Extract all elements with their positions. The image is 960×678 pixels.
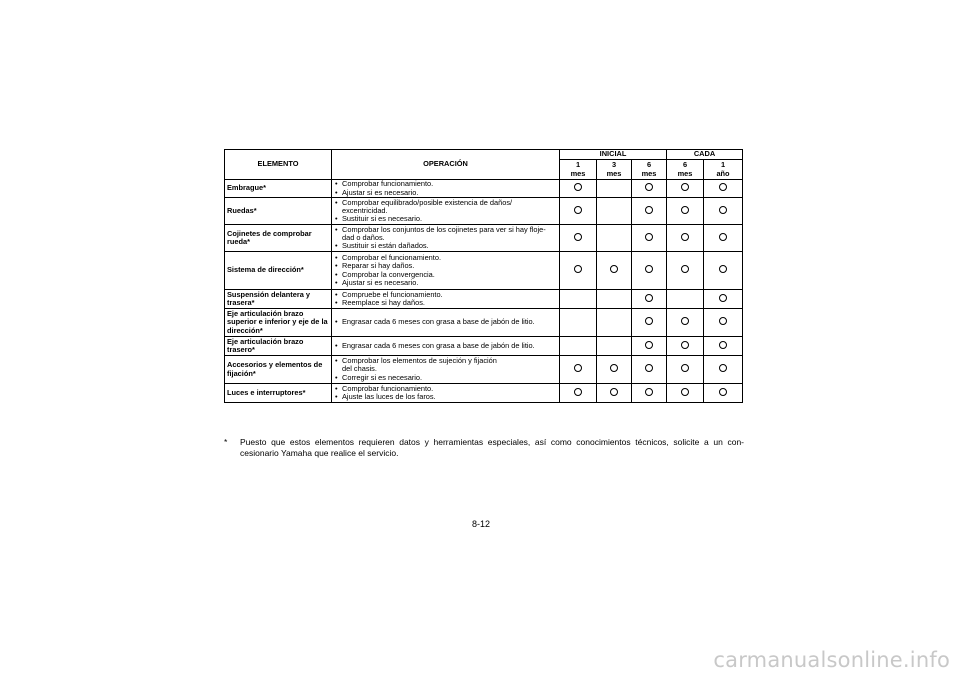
header-element: ELEMENTO [225, 150, 332, 180]
operation-item: • Comprobar los elementos de sujeción y fijación [334, 357, 557, 365]
operation-item: • Corregir si es necesario. [334, 374, 557, 382]
check-circle-icon [719, 341, 727, 349]
period-number: 1 [720, 160, 726, 170]
operation-item: • Reemplace si hay daños. [334, 299, 557, 307]
check-circle-icon [574, 364, 582, 372]
interval-cell [704, 384, 743, 403]
interval-cell [632, 198, 667, 225]
operation-item: • Engrasar cada 6 meses con grasa a base de jabón de litio. [334, 342, 557, 350]
check-circle-icon [719, 183, 727, 191]
interval-cell [704, 356, 743, 384]
check-circle-icon [681, 183, 689, 191]
check-circle-icon [681, 265, 689, 273]
header-period [704, 160, 743, 180]
interval-cell [667, 198, 704, 225]
header-operation: OPERACIÓN [332, 150, 560, 180]
interval-cell [704, 337, 743, 356]
interval-cell [597, 290, 632, 309]
header-initial: INICIAL [560, 150, 667, 160]
check-circle-icon [645, 265, 653, 273]
table-row [225, 384, 743, 403]
check-circle-icon [719, 206, 727, 214]
check-circle-icon [681, 206, 689, 214]
operation-cell [332, 309, 560, 337]
interval-cell [560, 225, 597, 252]
element-name: Ruedas* [225, 198, 332, 225]
interval-cell [597, 198, 632, 225]
interval-cell [667, 290, 704, 309]
table-row [225, 225, 743, 252]
element-name: Cojinetes de comprobar rueda* [225, 225, 332, 252]
check-circle-icon [574, 183, 582, 191]
interval-cell [632, 290, 667, 309]
check-circle-icon [719, 233, 727, 241]
operation-item: • Engrasar cada 6 meses con grasa a base de jabón de litio. [334, 318, 557, 326]
interval-cell [632, 384, 667, 403]
operation-item: • Comprobar el funcionamiento. [334, 254, 557, 262]
element-name: Luces e interruptores* [225, 384, 332, 403]
check-circle-icon [719, 364, 727, 372]
check-circle-icon [681, 317, 689, 325]
interval-cell [704, 225, 743, 252]
interval-cell [597, 180, 632, 198]
check-circle-icon [610, 265, 618, 273]
period-number: 1 [575, 160, 581, 170]
check-circle-icon [681, 388, 689, 396]
check-circle-icon [574, 388, 582, 396]
operation-item: dad o daños. [342, 232, 385, 242]
interval-cell [597, 337, 632, 356]
interval-cell [597, 309, 632, 337]
operation-item: excentricidad. [342, 205, 388, 215]
interval-cell [667, 356, 704, 384]
operation-cell [332, 384, 560, 403]
operation-cell [332, 356, 560, 384]
check-circle-icon [645, 317, 653, 325]
interval-cell [704, 252, 743, 290]
interval-cell [560, 290, 597, 309]
element-name: Eje articulación brazo superior e inferior y eje de la dirección* [225, 309, 332, 337]
operation-item: • Ajuste las luces de los faros. [334, 393, 557, 401]
operation-item: • Comprobar funcionamiento. [334, 180, 557, 188]
header-period [560, 160, 597, 180]
interval-cell [704, 180, 743, 198]
table-row [225, 337, 743, 356]
interval-cell [560, 309, 597, 337]
header-period [597, 160, 632, 180]
period-unit: mes [570, 168, 586, 178]
period-number: 6 [646, 160, 652, 170]
check-circle-icon [645, 341, 653, 349]
check-circle-icon [681, 233, 689, 241]
check-circle-icon [645, 206, 653, 214]
interval-cell [560, 252, 597, 290]
operation-item: • Comprobar equilibrado/posible existencia de daños/ [334, 199, 557, 207]
check-circle-icon [719, 317, 727, 325]
check-circle-icon [574, 265, 582, 273]
operation-item: • Ajustar si es necesario. [334, 189, 557, 197]
interval-cell [560, 198, 597, 225]
period-number: 6 [682, 160, 688, 170]
check-circle-icon [574, 206, 582, 214]
operation-cell [332, 198, 560, 225]
interval-cell [704, 198, 743, 225]
page-number: 8-12 [472, 519, 491, 529]
element-name: Embrague* [225, 180, 332, 198]
element-name: Accesorios y elementos de fijación* [225, 356, 332, 384]
interval-cell [632, 356, 667, 384]
interval-cell [632, 252, 667, 290]
maintenance-table [224, 149, 743, 403]
operation-cell [332, 252, 560, 290]
interval-cell [560, 384, 597, 403]
footnote [224, 437, 744, 459]
header-period [632, 160, 667, 180]
interval-cell [667, 337, 704, 356]
check-circle-icon [645, 233, 653, 241]
check-circle-icon [645, 388, 653, 396]
interval-cell [704, 290, 743, 309]
header-period [667, 160, 704, 180]
operation-cell [332, 290, 560, 309]
operation-item: • Compruebe el funcionamiento. [334, 291, 557, 299]
interval-cell [560, 337, 597, 356]
operation-item: • Sustituir si están dañados. [334, 242, 557, 250]
check-circle-icon [681, 341, 689, 349]
table-row [225, 309, 743, 337]
operation-cell [332, 337, 560, 356]
check-circle-icon [645, 183, 653, 191]
interval-cell [667, 384, 704, 403]
interval-cell [560, 180, 597, 198]
element-name: Eje articulación brazo trasero* [225, 337, 332, 356]
footnote-text: Puesto que estos elementos requieren datos y herramientas especiales, así como conocimientos técnicos, solicite a un con-cesionario Yamaha que realice el servicio. [240, 437, 744, 458]
check-circle-icon [610, 388, 618, 396]
operation-item: • Reparar si hay daños. [334, 262, 557, 270]
interval-cell [597, 356, 632, 384]
interval-cell [597, 225, 632, 252]
footnote-symbol: * [224, 437, 228, 447]
check-circle-icon [719, 294, 727, 302]
table-row [225, 198, 743, 225]
operation-cell [332, 180, 560, 198]
check-circle-icon [645, 294, 653, 302]
table-row [225, 290, 743, 309]
interval-cell [667, 309, 704, 337]
interval-cell [667, 252, 704, 290]
operation-item: • Comprobar los conjuntos de los cojinetes para ver si hay floje- [334, 226, 557, 234]
watermark: carmanualsonline.info [713, 648, 950, 672]
operation-item: • Ajustar si es necesario. [334, 279, 557, 287]
check-circle-icon [719, 388, 727, 396]
operation-item: • Sustituir si es necesario. [334, 215, 557, 223]
interval-cell [632, 309, 667, 337]
period-number: 3 [611, 160, 617, 170]
interval-cell [597, 252, 632, 290]
period-unit: año [716, 168, 730, 178]
operation-item: • Comprobar funcionamiento. [334, 385, 557, 393]
interval-cell [597, 384, 632, 403]
interval-cell [667, 180, 704, 198]
header-every: CADA [667, 150, 743, 160]
interval-cell [704, 309, 743, 337]
element-name: Sistema de dirección* [225, 252, 332, 290]
operation-item: del chasis. [342, 364, 377, 374]
check-circle-icon [719, 265, 727, 273]
interval-cell [632, 337, 667, 356]
interval-cell [632, 225, 667, 252]
check-circle-icon [645, 364, 653, 372]
element-name: Suspensión delantera y trasera* [225, 290, 332, 309]
check-circle-icon [681, 364, 689, 372]
interval-cell [667, 225, 704, 252]
period-unit: mes [641, 168, 657, 178]
check-circle-icon [574, 233, 582, 241]
period-unit: mes [677, 168, 693, 178]
operation-cell [332, 225, 560, 252]
table-row [225, 180, 743, 198]
table-row [225, 252, 743, 290]
interval-cell [560, 356, 597, 384]
table-row [225, 356, 743, 384]
interval-cell [632, 180, 667, 198]
check-circle-icon [610, 364, 618, 372]
operation-item: • Comprobar la convergencia. [334, 271, 557, 279]
period-unit: mes [606, 168, 622, 178]
